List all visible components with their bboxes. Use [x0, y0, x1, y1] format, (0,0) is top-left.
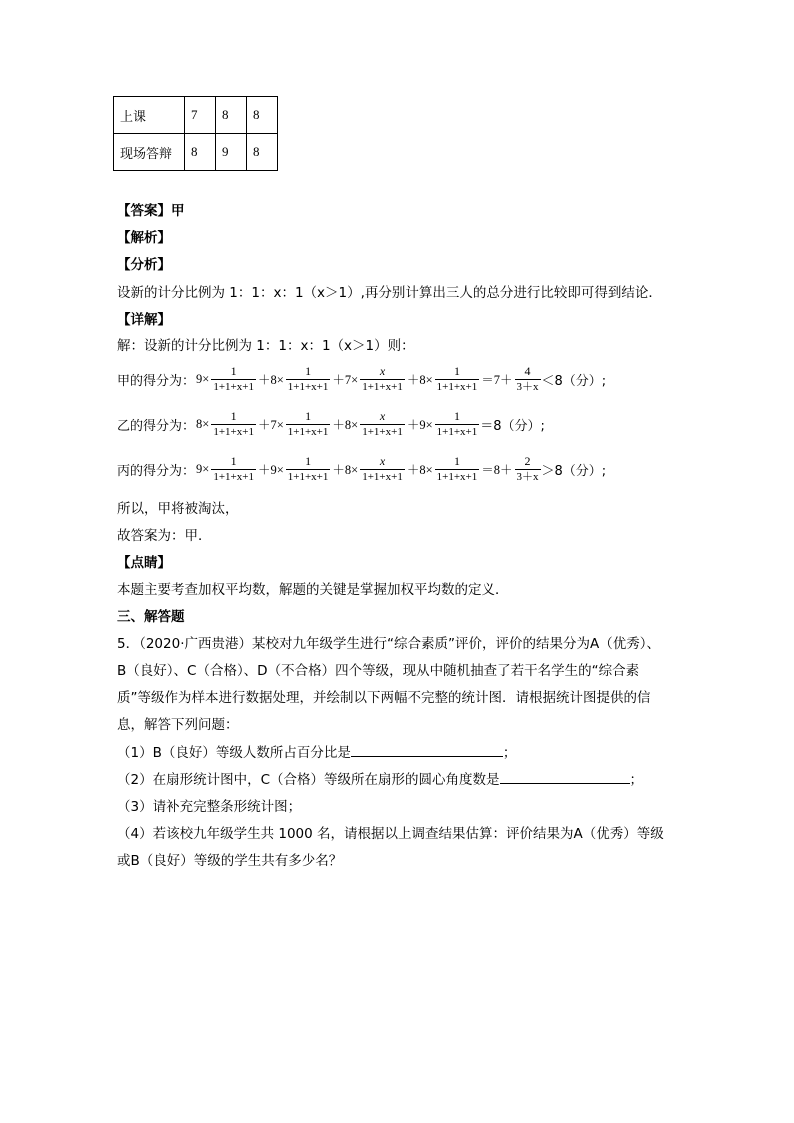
score-cell: 7: [185, 97, 216, 134]
fraction: $\frac{2}{3+x}$: [516, 454, 539, 483]
q5-part1: （1）B（良好）等级人数所占百分比是 ；: [117, 745, 517, 761]
q5-line3: 质”等级作为样本进行数据处理，并绘制以下两幅不完整的统计图．请根据统计图提供的信: [117, 690, 651, 706]
answer-blank[interactable]: [500, 770, 630, 784]
analysis-heading: 【解析】: [117, 230, 171, 246]
xiangjie-heading: 【详解】: [117, 312, 171, 328]
q5-part3: （3）请补充完整条形统计图；: [117, 799, 302, 815]
final-answer: 故答案为：甲．: [117, 528, 212, 544]
q5-line2: B（良好）、C（合格）、D（不合格）四个等级，现从中随机抽查了若干名学生的“综合素: [117, 663, 640, 679]
xiangjie-text: 解：设新的计分比例为 1：1：x：1（x＞1）则：: [117, 338, 415, 354]
q5-line1: 5．（2020·广西贵港）某校对九年级学生进行“综合素质”评价，评价的结果分为A（优秀）、: [117, 636, 660, 652]
fraction: $\frac{1}{1+1+x+1}$: [436, 409, 478, 438]
bing-equation: 丙的得分为： 9× $\frac{1}{1+1+x+1}$ ＋9× $\frac{1}{1+1+x+1}$ ＋8× $\frac{x}{1+1+x+1}$ ＋8× $\frac{1}{1+1+x+1}$ ＝8＋ $\frac{2}{3+x}$ ＞8（分）;: [117, 454, 607, 483]
jia-tail: ＜8（分）;: [541, 373, 607, 389]
fenxi-heading: 【分析】: [117, 257, 171, 273]
fraction: $\frac{4}{3+x}$: [516, 364, 539, 393]
yi-equation: 乙的得分为： 8× $\frac{1}{1+1+x+1}$ ＋7× $\frac{1}{1+1+x+1}$ ＋8× $\frac{x}{1+1+x+1}$ ＋9× $\frac{1}{1+1+x+1}$ ＝8（分）;: [117, 409, 545, 438]
q5-part2: （2）在扇形统计图中，C（合格）等级所在扇形的圆心角度数是 ；: [117, 772, 644, 788]
score-cell: 9: [216, 134, 247, 171]
dianjing-heading: 【点睛】: [117, 555, 171, 571]
jia-label: 甲的得分为：: [117, 373, 196, 389]
fraction: $\frac{1}{1+1+x+1}$: [436, 454, 478, 483]
answer-line: 【答案】甲: [117, 203, 185, 219]
fraction: $\frac{x}{1+1+x+1}$: [362, 364, 403, 393]
fraction: $\frac{1}{1+1+x+1}$: [213, 409, 254, 438]
q5-part4-line2: 或B（良好）等级的学生共有多少名？: [117, 853, 343, 869]
row-label: 现场答辩: [114, 134, 185, 171]
yi-tail: ＝8（分）;: [480, 418, 545, 434]
fraction: $\frac{x}{1+1+x+1}$: [362, 409, 403, 438]
fraction: $\frac{x}{1+1+x+1}$: [362, 454, 403, 483]
dianjing-text: 本题主要考查加权平均数，解题的关键是掌握加权平均数的定义．: [117, 582, 509, 598]
yi-label: 乙的得分为：: [117, 418, 196, 434]
fenxi-text: 设新的计分比例为 1：1：x：1（x＞1）,再分别计算出三人的总分进行比较即可得到结论．: [117, 285, 662, 301]
fraction: $\frac{1}{1+1+x+1}$: [213, 364, 254, 393]
q5-part4-line1: （4）若该校九年级学生共 1000 名，请根据以上调查结果估算：评价结果为A（优秀）等级: [117, 826, 664, 842]
score-cell: 8: [247, 134, 278, 171]
conclusion: 所以，甲将被淘汰，: [117, 501, 239, 517]
table-row: [114, 134, 278, 171]
row-label: 上课: [114, 97, 185, 134]
section-title: 三、解答题: [117, 609, 185, 625]
answer-blank[interactable]: [351, 743, 503, 757]
score-cell: 8: [185, 134, 216, 171]
fraction: $\frac{1}{1+1+x+1}$: [287, 409, 329, 438]
score-table: [113, 96, 278, 171]
q5-line4: 息，解答下列问题：: [117, 717, 239, 733]
score-cell: 8: [247, 97, 278, 134]
fraction: $\frac{1}{1+1+x+1}$: [213, 454, 254, 483]
fraction: $\frac{1}{1+1+x+1}$: [287, 364, 329, 393]
bing-label: 丙的得分为：: [117, 463, 196, 479]
fraction: $\frac{1}{1+1+x+1}$: [287, 454, 329, 483]
score-cell: 8: [216, 97, 247, 134]
table-row: [114, 97, 278, 134]
jia-equation: 甲的得分为： 9× $\frac{1}{1+1+x+1}$ ＋8× $\frac{1}{1+1+x+1}$ ＋7× $\frac{x}{1+1+x+1}$ ＋8× $\frac{1}{1+1+x+1}$ ＝7＋ $\frac{4}{3+x}$ ＜8（分）;: [117, 364, 607, 393]
fraction: $\frac{1}{1+1+x+1}$: [436, 364, 478, 393]
bing-tail: ＞8（分）;: [541, 463, 607, 479]
